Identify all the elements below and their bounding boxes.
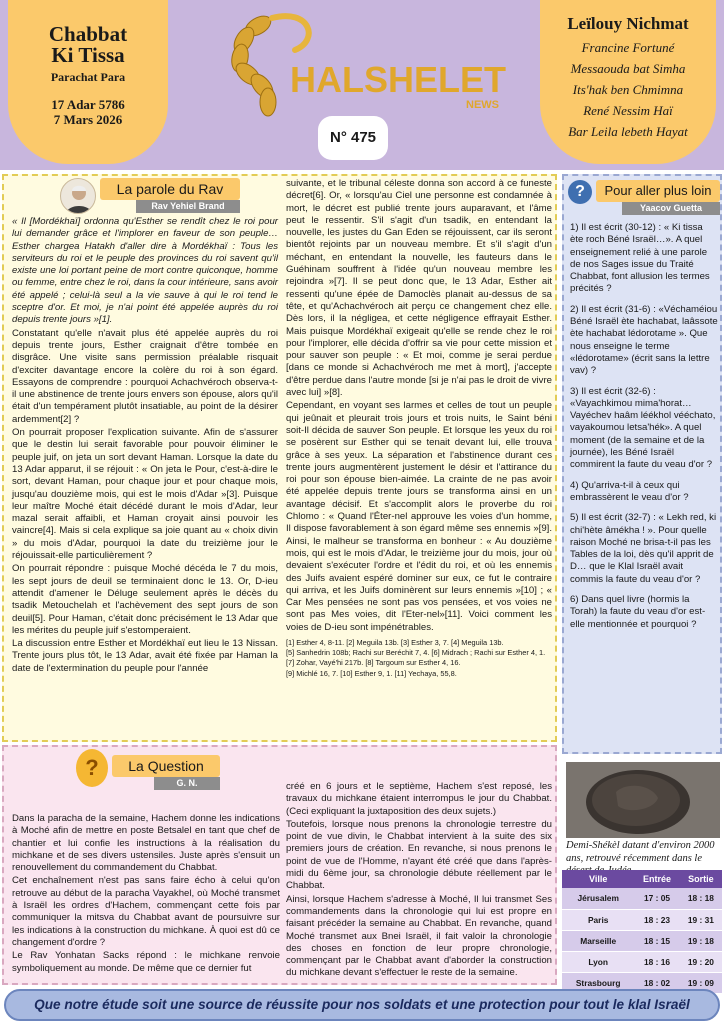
paragraph: Cependant, en voyant ses larmes et celles de tout un peuple qui jeûnait et pleurait trois jours et trois nuits, le Saint béni soit-Il décida de sauver Son peuple. Et lorsque les yeux du roi se posèrent sur Esther qui se tenait devant lui, elle trouva grâce à ses yeux. La séparation et l'abstinence durant ces trente jours augmentèrent justement le désir et l'attirance du roi pour son épouse bien-aimée. La crainte de ne pas avoir été appelée depuis trente jours se transforma ainsi en un avantage décisif. Et s'accomplit alors le proverbe du roi Chlomo : « Quand l'Éter-nel approuve les voies d'un homme, Il dispose favorablement à son égard même ses ennemis »[9]. Ainsi, le malheur se transforma en bonheur : « Au douzième mois, qui est le mois d'Adar, le treizième jour du mois, jour où devaient s'exécuter l'ordre et l'édit du roi, et où les ennemis des Juifs avaient espéré dominer sur eux, ce fut le contraire qui arriva, et les Juifs dominèrent sur leurs ennemis »[10] ; « Car Mes pensées ne sont pas vos pensées, et vos voies ne sont pas Mes voies, dit l'Eter-nel»[11]. Voici comment les voies de D-ieu sont impénétrables. xyxy=(286,400,552,633)
footnote-line: [1] Esther 4, 8-11. [2] Meguila 13b. [3] Esther 3, 7. [4] Meguila 13b. xyxy=(286,637,504,647)
coin-caption: Demi-Shékèl datant d'environ 2000 ans, retrouvé récemment dans le xyxy=(566,840,715,864)
exit-time: 18 : 18 xyxy=(680,888,722,909)
leilouy-name: René Nessim Haï xyxy=(583,103,673,118)
entry-time: 18 : 02 xyxy=(634,972,679,993)
paragraph: suivante, et le tribunal céleste donna son accord à ce funeste décret[6]. Or, « lorsqu'au Ciel une personne est condamnée à mort, le décret est publié trente jours auparavant, et l'âme peut le ressentir. S'il s'agit d'un tsadik, en entendant la nouvelle, les justes du Gan Eden se réjouissent, car ils seront bientôt rejoints par un nouveau membre. Et s'il s'agit d'un méchant, en entendant la nouvelle, les fauteurs dans le Guéhinam souffrent à l'idée qu'un nouveau membre les rejoindra »[7]. Il se peut donc que, le 13 Adar, Esther ait ressenti qu'une épée de Damoclès planait au-dessus de sa tête, et qu'Achachvéroch ait perçu ce changement chez elle. Dès lors, il la négligea, et cette négligence effrayait Esther. Mais puisque Mordékhaï exigeait qu'elle se rende chez le roi pour l'implorer, elle décida d'offrir sa vie pour cette mission et pour sauver son peuple : « Et moi, comme je serai perdue [dans ce monde si Achachvéroch me met à mort], j'accepte d'être perdue dans l'autre monde [si je n'ai pas le droit de vivre avec lui] »[8]. xyxy=(286,178,552,399)
column-header: Ville xyxy=(562,870,634,888)
exit-time: 19 : 18 xyxy=(680,930,722,951)
rav-section xyxy=(2,174,557,742)
parachat-para: Parachat Para xyxy=(50,70,126,84)
paragraph: On pourrait répondre : puisque Moché décéda le 7 du mois, les sept jours de deuil se terminaient donc le 13. Or, D-ieu attendit d'amener le Déluge seulement après le décès du tsadik Metouchelah et l'achèvement des sept jours de son deuil[5]. Pour Haman, c'était donc précisément le 13 Adar que les mérites du peuple juif s'estomperaient. xyxy=(12,563,278,636)
leilouy-name-group xyxy=(540,40,716,77)
city-cell: Marseille xyxy=(562,930,634,951)
logo-wordmark: HALSHELET xyxy=(290,59,506,100)
chain-icon xyxy=(230,12,277,116)
paragraph: créé en 6 jours et le septième, Hachem s'est reposé, les travaux du michkane étaient interrompus le jour du Chabbat. (Ceci expliquant la juxtaposition des deux sujets.) xyxy=(286,781,552,817)
paragraph: « Il [Mordékhaï] ordonna qu'Esther se rendît chez le roi pour lui demander grâce et l'implorer en faveur de son peuple… Esther chargea Hatakh d'aller dire à Mordékhaï : Tous les serviteurs du roi et le peuple des provinces du roi savent qu'il existe une loi portant peine de mort contre quiconque, homme ou femme, entre chez le roi, dans la cour intérieure, sans avoir été appelé ; celui-là seul a la vie sauve à qui le roi tend le sceptre d'or. Et moi, je n'ai point été appelée auprès du roi depuis trente jours »[1]. xyxy=(12,216,278,326)
table-row xyxy=(562,951,722,972)
leilouy-tab xyxy=(540,0,716,164)
paragraph: Cet enchaînement n'est pas sans faire écho à celui qu'on retrouve au début de la paracha Vayakhel, où Moché transmet à Israël les ordres d'Hachem, commençant cette fois par communiquer la mitsva du Chabbat avant de poursuivre sur les indications à la construction du michkane. À quoi est dû ce changement d'ordre ? xyxy=(12,875,280,948)
table-row xyxy=(562,909,722,930)
question-mark-icon: ? xyxy=(568,180,592,204)
plus-loin-author: Yaacov Guetta xyxy=(622,202,720,215)
paragraph: Le Rav Yonhatan Sacks répond : le michkane renvoie symboliquement au monde. De même que ce dernier fut xyxy=(12,950,280,974)
rav-column-1 xyxy=(12,216,278,676)
logo-news: NEWS xyxy=(466,99,499,111)
question-author: G. N. xyxy=(154,777,220,790)
footnotes xyxy=(286,638,552,679)
date-gregorian: 7 Mars 2026 xyxy=(53,112,123,127)
question-item: 4) Qu'arriva-t-il à ceux qui embrassèrent le veau d'or ? xyxy=(570,479,689,503)
plus-loin-section xyxy=(562,174,722,754)
shabbat-times-table xyxy=(562,870,722,994)
question-item: 2) Il est écrit (31-6) : «Véchaméiou Béné Israël ète hachabat, laâssote ète hachabat lédorotame ». Que nous enseigne le terme «lédorotame» (écrit sans la lettre vav) ? xyxy=(570,303,718,377)
city-cell: Jérusalem xyxy=(562,888,634,909)
date-hebrew: 17 Adar 5786 xyxy=(51,97,125,112)
leilouy-names xyxy=(540,40,716,140)
leilouy-name: Its'hak ben Chmimna xyxy=(572,82,684,97)
leilouy-name-group xyxy=(540,103,716,140)
footer-banner: Que notre étude soit une source de réussite pour nos soldats et une protection pour tout le klal Israël xyxy=(4,989,720,1021)
exit-time: 19 : 20 xyxy=(680,951,722,972)
question-column-2 xyxy=(286,781,552,981)
column-header: Entrée xyxy=(634,870,679,888)
header-banner xyxy=(0,0,724,170)
question-item: 6) Dans quel livre (hormis la Torah) la faute du veau d'or est-elle mentionnée et pourquoi ? xyxy=(570,594,706,630)
parasha-line2: Ki Tissa xyxy=(51,43,125,67)
exit-time: 19 : 31 xyxy=(680,909,722,930)
coin-photo xyxy=(566,762,720,838)
paragraph: Toutefois, lorsque nous prenons la chronologie terrestre du point de vue divin, le Chabbat intervient à la suite des six premiers jours de création. En revanche, si nous prenons le point de vue de l'Homme, n'ayant été créé que dans l'après-midi du 6ème jour, sa chronologie débute réellement par le Chabbat. xyxy=(286,818,552,892)
paragraph: On pourrait proposer l'explication suivante. Afin de s'assurer que le destin lui serait favorable pour pouvoir éliminer le peuple juif, on jeta un sort devant Haman. Lorsque la date du 13 Adar apparut, il se réjouit : « On jeta le Pour, c'est-à-dire le sort, devant Haman, pour chaque jour et pour chaque mois, jusqu'au douzième mois, qui est le mois d'Adar »[3]. Puisque leur maître Moché était décédé durant le mois d'Adar, leur mazal serait affaibli, et Haman croyait ainsi pouvoir les vaincre[4]. Mais si cela explique sa joie quant au « choix divin » du mois d'Adar, pourquoi la date du treizième jour le réjouissait-elle particulièrement ? xyxy=(12,427,278,562)
table-row xyxy=(562,888,722,909)
question-bulb-icon: ? xyxy=(76,749,108,787)
rav-section-title: La parole du Rav xyxy=(100,178,240,200)
city-cell: Paris xyxy=(562,909,634,930)
leilouy-name: Francine Fortuné xyxy=(581,40,675,55)
leilouy-name: Bar Leila lebeth Hayat xyxy=(568,124,688,139)
issue-number: N° 475 xyxy=(318,116,388,160)
entry-time: 18 : 23 xyxy=(634,909,679,930)
parasha-name xyxy=(8,24,168,66)
column-header: Sortie xyxy=(680,870,722,888)
question-item: 1) Il est écrit (30-12) : « Ki tissa ète roch Béné Israël…». A quel enseignement relié à une parole de nos Sages issue du Traité Chabbat, font allusion les termes précités ? xyxy=(570,222,710,295)
city-cell: Strasbourg xyxy=(562,972,634,993)
table-row xyxy=(562,930,722,951)
question-item: 3) Il est écrit (32-6) : «Vayachkimou mima'horat… Vayéchev haâm léékhol vééchato, vayakoumou letsa'hék». A quel moment (de la semaine et de la journée), les Béné Israël commirent la faute du veau d'or ? xyxy=(570,385,716,471)
rav-column-2 xyxy=(286,178,552,679)
entry-time: 18 : 15 xyxy=(634,930,679,951)
plus-loin-title: Pour aller plus loin xyxy=(596,180,720,202)
footnote-line: [5] Sanhedrin 108b; Rachi sur Beréchit 7, 4. [6] Midrach ; Rachi sur Esther 4, 1. [7] Zohar, Vayé'hi 217b. [8] Targoum sur Esther 4, 16. xyxy=(286,648,546,668)
avatar xyxy=(60,178,96,214)
paragraph: La discussion entre Esther et Mordékhaï eut lieu le 13 Nissan. Trente jours plus tôt, le 13 Adar, avait été fixée par Haman la date de l'extermination du peuple pour l'année xyxy=(12,638,278,674)
paragraph: Dans la paracha de la semaine, Hachem donne les indications à Moché afin de mettre en poste Betsalel en tant que chef de chantier et lui confie les instructions à la réalisation du michkane et de ses divers ustensiles. Juste après s'ensuit un renouvellement du commandement du Chabbat. xyxy=(12,813,280,874)
city-cell: Lyon xyxy=(562,951,634,972)
question-item: 5) Il est écrit (32-7) : « Lekh red, ki chi'hète âmékha ! ». Pour quelle raison Moché ne brisa-t-il pas les Tables de la loi, dès qu'il apprit de D… que le Klal Israël avait commis la faute du veau d'or ? xyxy=(570,512,717,585)
leilouy-name: Messaouda bat Simha xyxy=(570,61,686,76)
date-block xyxy=(8,97,168,127)
entry-time: 18 : 16 xyxy=(634,951,679,972)
parasha-tab xyxy=(8,0,168,164)
exit-time: 19 : 09 xyxy=(680,972,722,993)
entry-time: 17 : 05 xyxy=(634,888,679,909)
parasha-line1: Chabbat xyxy=(48,22,128,46)
table-header-row xyxy=(562,870,722,888)
plus-loin-questions xyxy=(570,222,718,639)
shalshelet-logo xyxy=(200,10,530,120)
rav-author: Rav Yehiel Brand xyxy=(136,200,240,213)
paragraph: Ainsi, lorsque Hachem s'adresse à Moché, Il lui transmet Ses commandements dans la chronologie qui lui est propre en faisant précéder la semaine au Chabbat. En revanche, quand Moché transmet aux Bnei Israël, il fait valoir la chronologie des choses en fonction de leur propre chronologie, commençant par le Chabbat avant d'aborder la construction du michkane devant s'effectuer le reste de la semaine. xyxy=(286,893,552,979)
footnote-line: [9] Michlé 16, 7. [10] Esther 9, 1. [11] Yechaya, 55,8. xyxy=(286,668,457,678)
question-section xyxy=(2,745,557,985)
question-title: La Question xyxy=(112,755,220,777)
leilouy-title: Leïlouy Nichmat xyxy=(567,14,689,33)
paragraph: Constatant qu'elle n'avait plus été appelée auprès du roi depuis trente jours, Esther craignait d'être tombée en disgrâce. Une visite sans permission préalable risquait d'exciter davantage encore la colère du roi à son égard. Essayons de comprendre : pourquoi Achachvéroch observa-t-il une abstinence de trente jours envers son épouse, alors qu'il était d'un tempérament plutôt insatiable, au point de la désirer ardemment[2] ? xyxy=(12,327,278,425)
question-column-1 xyxy=(12,813,280,976)
